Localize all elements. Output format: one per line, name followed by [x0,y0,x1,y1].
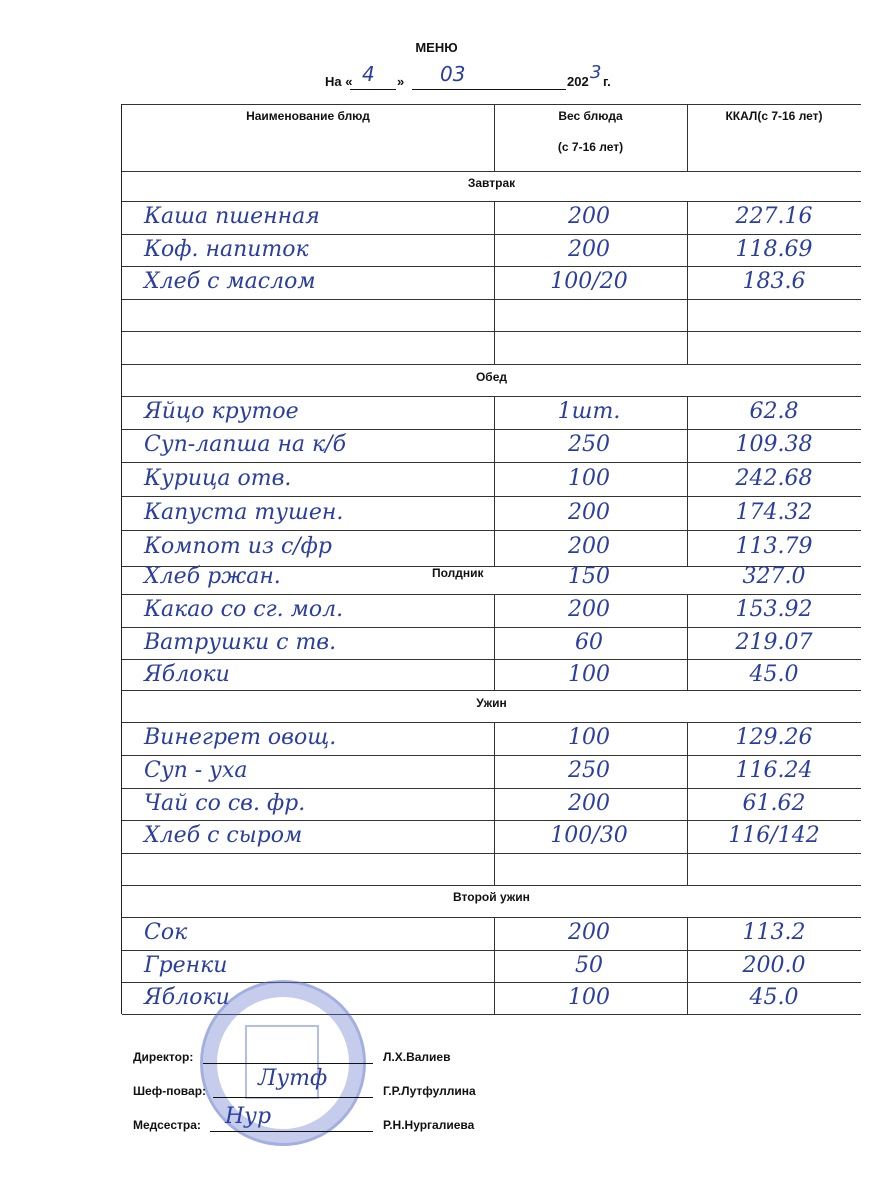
row-rule [122,171,861,172]
nurse-signature: Нур [225,1104,272,1129]
day-underline [350,89,396,90]
dish-kcal: 118.69 [735,237,813,262]
dish-weight: 150 [568,564,610,589]
dish-kcal: 62.8 [749,399,799,424]
dish-weight: 100 [568,466,610,491]
dish-name: Курица отв. [144,466,292,491]
dish-name: Компот из с/фр [144,534,332,559]
date-year-prefix: 202 [567,74,589,89]
dish-weight: 200 [568,920,610,945]
date-year-suffix: г. [603,74,611,89]
dish-name: Чай со св. фр. [144,791,306,816]
dish-name: Хлеб ржан. [144,564,281,589]
date-line [0,62,873,92]
dish-name: Каша пшенная [144,204,320,229]
section-dinner: Ужин [476,696,507,710]
dish-weight: 200 [568,597,610,622]
dish-kcal: 113.2 [742,920,806,945]
row-rule [122,690,861,691]
dish-kcal: 200.0 [742,953,806,978]
date-quote-close: » [397,74,405,89]
month-underline [412,89,566,90]
director-name: Л.Х.Валиев [383,1050,451,1064]
dish-name: Хлеб с сыром [144,823,303,848]
nurse-sign-line [210,1131,373,1132]
dish-weight: 100 [568,985,610,1010]
chef-signature: Лутф [258,1066,328,1091]
dish-name: Яблоки [144,985,230,1010]
dish-weight: 200 [568,237,610,262]
dish-kcal: 45.0 [749,662,799,687]
dish-kcal: 327.0 [742,564,806,589]
col-header-weight-note: (с 7-16 лет) [557,140,624,154]
dish-name: Хлеб с маслом [144,269,316,294]
nurse-label: Медсестра: [133,1118,201,1132]
menu-table [121,104,861,1014]
dish-name: Коф. напиток [144,237,309,262]
dish-name: Винегрет овощ. [144,725,337,750]
dish-weight: 200 [568,791,610,816]
date-prefix: На « [325,74,353,89]
row-rule [122,104,861,105]
dish-weight: 250 [568,432,610,457]
row-rule [122,364,861,365]
dish-name: Суп-лапша на к/б [144,432,347,457]
dish-name: Яблоки [144,662,230,687]
dish-weight: 200 [568,534,610,559]
section-breakfast: Завтрак [467,176,516,190]
col-header-weight: Вес блюда [558,109,623,123]
chef-label: Шеф-повар: [133,1084,207,1098]
dish-name: Суп - уха [144,758,248,783]
row-rule [122,331,861,332]
chef-sign-line [213,1097,373,1098]
row-rule [122,299,861,300]
chef-name: Г.Р.Лутфуллина [383,1084,476,1098]
dish-kcal: 45.0 [749,985,799,1010]
row-rule [122,462,861,463]
director-label: Директор: [133,1050,194,1064]
dish-weight: 100 [568,725,610,750]
dish-weight: 250 [568,758,610,783]
section-second-dinner: Второй ужин [453,890,530,904]
dish-kcal: 61.62 [742,791,806,816]
dish-kcal: 129.26 [735,725,813,750]
dish-weight: 200 [568,204,610,229]
menu-title: МЕНЮ [415,40,458,55]
dish-weight: 100/30 [550,823,628,848]
dish-kcal: 219.07 [735,630,813,655]
dish-name: Гренки [144,953,228,978]
row-rule [122,530,861,531]
nurse-name: Р.Н.Нургалиева [383,1118,475,1132]
section-snack: Полдник [432,566,484,580]
dish-name: Ватрушки с тв. [144,630,337,655]
dish-kcal: 109.38 [735,432,813,457]
row-rule [122,853,861,854]
col-header-name: Наименование блюд [246,109,370,123]
date-day: 4 [362,62,375,86]
date-month: 03 [440,62,466,86]
director-sign-line [203,1063,373,1064]
dish-weight: 50 [575,953,603,978]
dish-weight: 200 [568,500,610,525]
dish-weight: 60 [575,630,603,655]
date-year-digit: 3 [590,62,602,83]
dish-name: Яйцо крутое [144,399,299,424]
dish-weight: 1шт. [557,399,621,424]
dish-kcal: 116.24 [735,758,813,783]
dish-kcal: 174.32 [735,500,813,525]
dish-kcal: 113.79 [735,534,813,559]
dish-kcal: 153.92 [735,597,813,622]
row-rule [122,885,861,886]
dish-weight: 100/20 [550,269,628,294]
dish-weight: 100 [568,662,610,687]
dish-name: Капуста тушен. [144,500,344,525]
dish-name: Сок [144,920,188,945]
dish-name: Какао со сг. мол. [144,597,344,622]
section-lunch: Обед [475,370,508,384]
dish-kcal: 227.16 [735,204,813,229]
dish-kcal: 183.6 [742,269,806,294]
row-rule [122,496,861,497]
dish-kcal: 242.68 [735,466,813,491]
col-header-kcal: ККАЛ(с 7-16 лет) [725,109,823,123]
dish-kcal: 116/142 [728,823,820,848]
